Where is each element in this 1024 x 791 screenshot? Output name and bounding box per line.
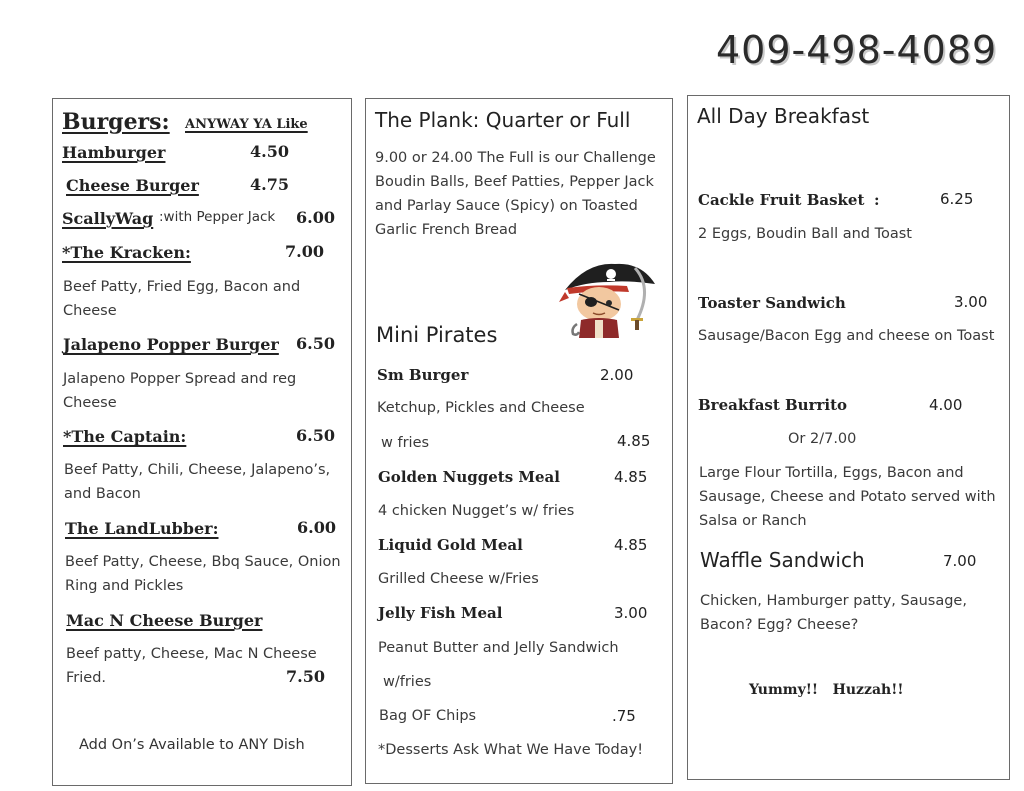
- burgers-subtitle: ANYWAY YA Like: [185, 117, 308, 132]
- kracken-desc-2: Cheese: [63, 303, 117, 319]
- burgers-title: Burgers:: [62, 109, 170, 135]
- cackle-colon: :: [874, 191, 880, 209]
- sm-burger-name: Sm Burger: [377, 366, 469, 384]
- nuggets-name: Golden Nuggets Meal: [378, 468, 560, 486]
- plank-desc-2: Boudin Balls, Beef Patties, Pepper Jack: [375, 174, 654, 190]
- hamburger-name: Hamburger: [62, 143, 166, 162]
- sm-burger-fries: w fries: [381, 435, 430, 451]
- toaster-desc: Sausage/Bacon Egg and cheese on Toast: [698, 328, 995, 344]
- captain-desc-2: and Bacon: [64, 486, 141, 502]
- kracken-desc-1: Beef Patty, Fried Egg, Bacon and: [63, 279, 301, 295]
- chips-name: Bag OF Chips: [379, 708, 477, 724]
- yummy-huzzah: Yummy!! Huzzah!!: [749, 682, 904, 698]
- landlubber-desc-1: Beef Patty, Cheese, Bbq Sauce, Onion: [65, 554, 341, 570]
- nuggets-price: 4.85: [614, 468, 648, 486]
- jalapeno-desc-2: Cheese: [63, 395, 117, 411]
- cackle-name: Cackle Fruit Basket: [698, 191, 865, 209]
- chips-price: .75: [612, 707, 636, 725]
- captain-desc-1: Beef Patty, Chili, Cheese, Jalapeno’s,: [64, 462, 331, 478]
- toaster-price: 3.00: [954, 293, 988, 311]
- kracken-name: *The Kracken:: [62, 243, 191, 262]
- burrito-desc-3: Salsa or Ranch: [699, 513, 807, 529]
- toaster-name: Toaster Sandwich: [698, 294, 846, 312]
- plank-desc-3: and Parlay Sauce (Spicy) on Toasted: [375, 198, 638, 214]
- plank-desc-1: 9.00 or 24.00 The Full is our Challenge: [375, 150, 656, 166]
- cackle-price: 6.25: [940, 190, 974, 208]
- waffle-desc-1: Chicken, Hamburger patty, Sausage,: [700, 593, 967, 609]
- addons-note: Add On’s Available to ANY Dish: [79, 737, 305, 753]
- breakfast-title: All Day Breakfast: [697, 104, 870, 128]
- jelly-fish-name: Jelly Fish Meal: [378, 604, 503, 622]
- burrito-price: 4.00: [929, 396, 963, 414]
- mini-pirates-title: Mini Pirates: [376, 323, 498, 347]
- macncheese-name: Mac N Cheese Burger: [66, 611, 263, 630]
- plank-desc-4: Garlic French Bread: [375, 222, 518, 238]
- jalapeno-name: Jalapeno Popper Burger: [63, 335, 279, 354]
- landlubber-name: The LandLubber:: [65, 519, 219, 538]
- burrito-desc-2: Sausage, Cheese and Potato served with: [699, 489, 996, 505]
- sm-burger-desc: Ketchup, Pickles and Cheese: [377, 400, 585, 416]
- burrito-desc-1: Large Flour Tortilla, Eggs, Bacon and: [699, 465, 964, 481]
- phone-number: 409-498-4089: [716, 28, 998, 72]
- sm-burger-price: 2.00: [600, 366, 634, 384]
- waffle-price: 7.00: [943, 552, 977, 570]
- landlubber-desc-2: Ring and Pickles: [65, 578, 184, 594]
- macncheese-price: 7.50: [286, 667, 325, 686]
- liquid-gold-price: 4.85: [614, 536, 648, 554]
- macncheese-desc-1: Beef patty, Cheese, Mac N Cheese: [66, 646, 317, 662]
- macncheese-desc-2: Fried.: [66, 670, 107, 686]
- jelly-fish-price: 3.00: [614, 604, 648, 622]
- burrito-alt-price: Or 2/7.00: [788, 431, 857, 447]
- pirate-icon: [557, 258, 663, 340]
- plank-title: The Plank: Quarter or Full: [375, 108, 631, 132]
- scallywag-note: :with Pepper Jack: [159, 209, 276, 225]
- jalapeno-price: 6.50: [296, 334, 335, 353]
- scallywag-name: ScallyWag: [62, 209, 154, 228]
- desserts-note: *Desserts Ask What We Have Today!: [378, 742, 644, 758]
- landlubber-price: 6.00: [297, 518, 336, 537]
- jalapeno-desc-1: Jalapeno Popper Spread and reg: [63, 371, 297, 387]
- captain-name: *The Captain:: [63, 427, 187, 446]
- liquid-gold-name: Liquid Gold Meal: [378, 536, 523, 554]
- cheese-burger-price: 4.75: [250, 175, 289, 194]
- burrito-name: Breakfast Burrito: [698, 396, 848, 414]
- nuggets-desc: 4 chicken Nugget’s w/ fries: [378, 503, 575, 519]
- scallywag-price: 6.00: [296, 208, 335, 227]
- waffle-name: Waffle Sandwich: [700, 548, 865, 572]
- waffle-desc-2: Bacon? Egg? Cheese?: [700, 617, 859, 633]
- cheese-burger-name: Cheese Burger: [66, 176, 199, 195]
- hamburger-price: 4.50: [250, 142, 289, 161]
- jelly-fish-desc: Peanut Butter and Jelly Sandwich: [378, 640, 619, 656]
- jelly-fish-fries: w/fries: [383, 674, 432, 690]
- cackle-desc: 2 Eggs, Boudin Ball and Toast: [698, 226, 912, 242]
- captain-price: 6.50: [296, 426, 335, 445]
- kracken-price: 7.00: [285, 242, 324, 261]
- liquid-gold-desc: Grilled Cheese w/Fries: [378, 571, 539, 587]
- sm-burger-fries-price: 4.85: [617, 432, 651, 450]
